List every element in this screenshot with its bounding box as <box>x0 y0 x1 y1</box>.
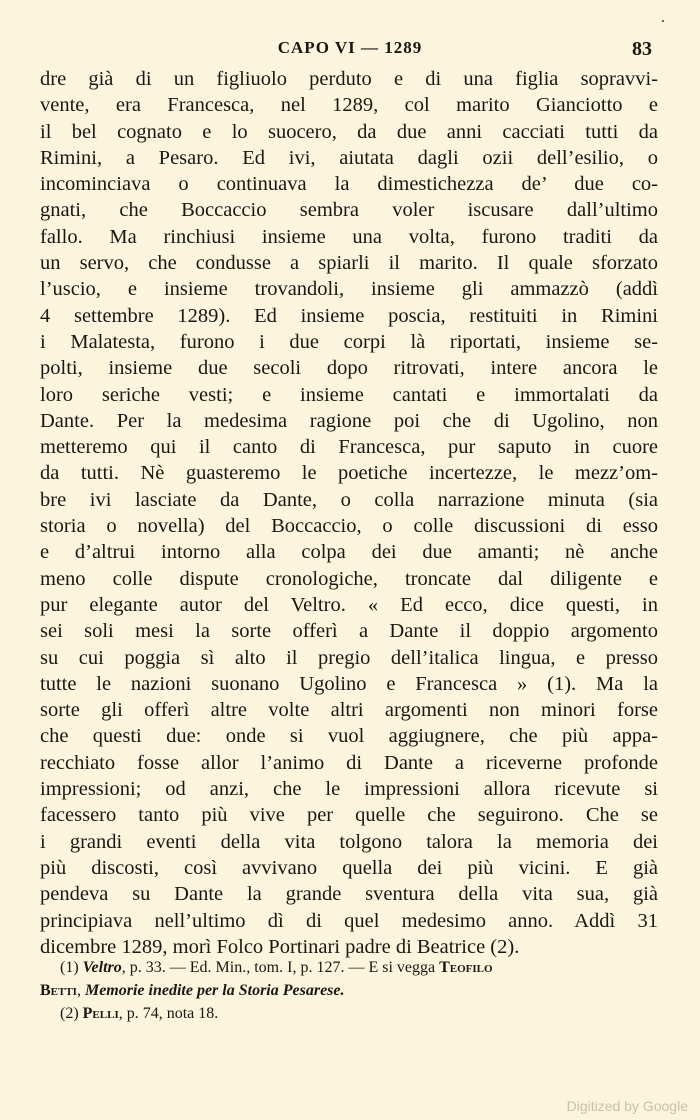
text-line: i Malatesta, furono i due corpi là riportati, insieme se- <box>40 330 658 353</box>
text-line: pur elegante autor del Veltro. « Ed ecco, dice questi, in <box>40 593 658 616</box>
footnote-1-author-last: Betti <box>40 982 77 999</box>
footnote-1-author-first: Teofilo <box>439 959 493 976</box>
text-line: vente, era Francesca, nel 1289, col marito Gianciotto e <box>40 94 658 117</box>
footnote-1-marker: (1) <box>60 959 79 976</box>
text-line: storia o novella) del Boccaccio, o colle discussioni di esso <box>40 515 658 538</box>
text-line: il bel cognato e lo suocero, da due anni cacciati tutti da <box>40 120 658 143</box>
page-number: 83 <box>632 38 652 60</box>
text-line: sei soli mesi la sorte offerì a Dante il doppio argomento <box>40 620 658 643</box>
footnote-2 <box>40 1002 658 1025</box>
text-line: l’uscio, e insieme trovandoli, insieme gli ammazzò (addì <box>40 278 658 301</box>
text-line: su cui poggia sì alto il pregio dell’italica lingua, e presso <box>40 646 658 669</box>
text-line: fallo. Ma rinchiusi insieme una volta, furono traditi da <box>40 225 658 248</box>
text-line: impressioni; od anzi, che le impressioni allora ricevute si <box>40 778 658 801</box>
text-line: più discosti, così avvivano quella dei più vicini. E già <box>40 856 658 879</box>
text-line: e d’altrui intorno alla colpa dei due amanti; nè anche <box>40 541 658 564</box>
text-line: Dante. Per la medesima ragione poi che di Ugolino, non <box>40 409 658 432</box>
footnote-1 <box>40 956 658 979</box>
text-line: meno colle dispute cronologiche, troncate dal diligente e <box>40 567 658 590</box>
text-line: loro seriche vesti; e insieme cantati e immortalati da <box>40 383 658 406</box>
footnote-2-marker: (2) <box>60 1005 79 1022</box>
text-line: metteremo qui il canto di Francesca, pur saputo in cuore <box>40 436 658 459</box>
text-line: recchiato fosse allor l’animo di Dante a riceverne profonde <box>40 751 658 774</box>
footnotes <box>40 956 658 1025</box>
text-line: tutte le nazioni suonano Ugolino e Francesca » (1). Ma la <box>40 672 658 695</box>
running-title: CAPO VI — 1289 <box>277 38 423 57</box>
running-head <box>40 38 660 68</box>
body-text <box>40 66 658 960</box>
text-line: pendeva su Dante la grande sventura della vita sua, già <box>40 883 658 906</box>
text-line: 4 settembre 1289). Ed insieme poscia, restituiti in Rimini <box>40 304 658 327</box>
footnote-1-title: Memorie inedite per la Storia Pesarese. <box>84 982 345 999</box>
text-line: i grandi eventi della vita tolgono talora la memoria dei <box>40 830 658 853</box>
text-line: dre già di un figliuolo perduto e di una figlia sopravvi- <box>40 68 658 90</box>
footnote-1-text: , p. 33. — Ed. Min., tom. I, p. 127. — E si vegga <box>121 959 436 976</box>
footnote-2-text: , p. 74, nota 18. <box>118 1005 219 1022</box>
footnote-1-work: Veltro <box>82 959 122 976</box>
corner-speck <box>662 20 664 22</box>
text-line: che questi due: onde si vuol aggiugnere, che più appa- <box>40 725 658 748</box>
footnote-2-author: Pelli <box>82 1005 119 1022</box>
text-line: sorte gli offerì altre volte altri argomenti non minori forse <box>40 699 658 722</box>
text-line: gnati, che Boccaccio sembra voler iscusare dall’ultimo <box>40 199 658 222</box>
text-line: Rimini, a Pesaro. Ed ivi, aiutata dagli ozii dell’esilio, o <box>40 146 658 169</box>
text-line: da tutti. Nè guasteremo le poetiche incertezze, le mezz’om- <box>40 462 658 485</box>
text-line: principiava nell’ultimo dì di quel medesimo anno. Addì 31 <box>40 909 658 932</box>
text-line: incominciava o continuava la dimestichezza de’ due co- <box>40 173 658 196</box>
footnote-1-continuation: Betti, Memorie inedite per la Storia Pesarese. <box>40 982 345 999</box>
text-line: un servo, che condusse a spiarli il marito. Il quale sforzato <box>40 252 658 275</box>
digitized-watermark: Digitized by Google <box>566 1098 688 1114</box>
text-line: facessero tanto più vive per quelle che seguirono. Che se <box>40 804 658 827</box>
text-line: bre ivi lasciate da Dante, o colla narrazione minuta (sia <box>40 488 658 511</box>
text-line: dicembre 1289, morì Folco Portinari padre di Beatrice (2). <box>40 935 520 958</box>
text-line: polti, insieme due secoli dopo ritrovati, intere ancora le <box>40 357 658 380</box>
